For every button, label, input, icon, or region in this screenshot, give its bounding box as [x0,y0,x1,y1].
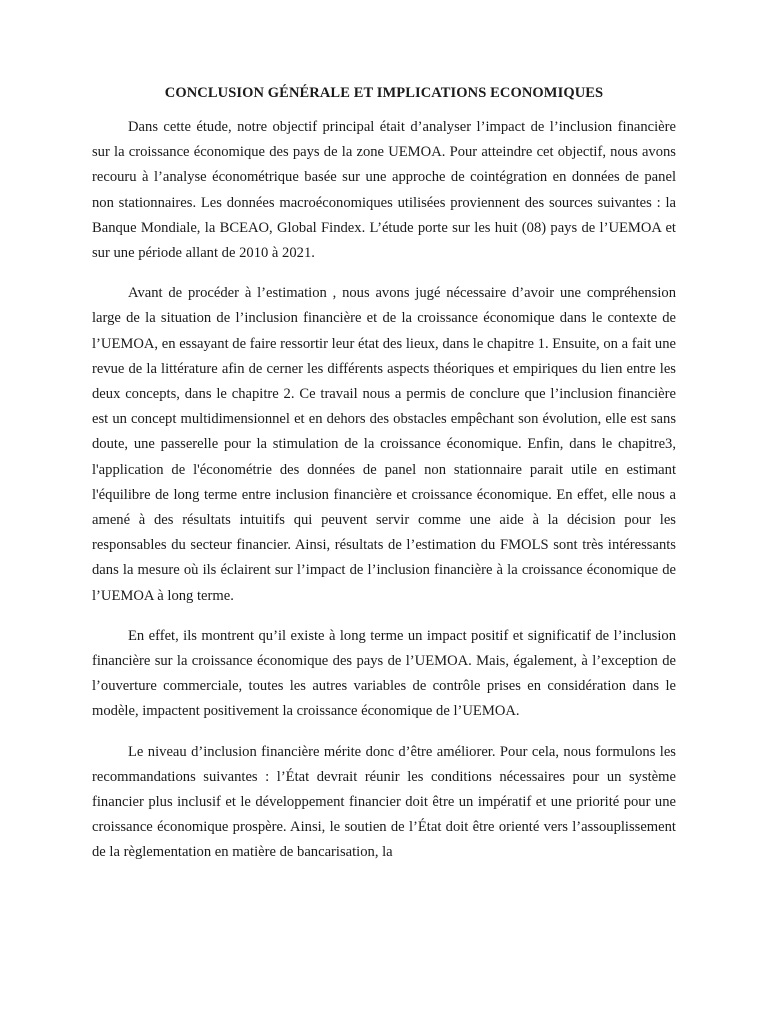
paragraph-3: En effet, ils montrent qu’il existe à long terme un impact positif et significatif de l’inclusion financière sur la croissance économique des pays de l’UEMOA. Mais, également, à l’exception de l’ouverture commerciale, toutes les autres variables de contrôle prises en considération dans le modèle, impactent positivement la croissance économique de l’UEMOA. [92,627,676,720]
paragraph-1: Dans cette étude, notre objectif principal était d’analyser l’impact de l’inclusion financière sur la croissance économique des pays de la zone UEMOA. Pour atteindre cet objectif, nous avons recouru à l’analyse économétrique basée sur une approche de cointégration en données de panel non stationnaires. Les données macroéconomiques utilisées proviennent des sources suivantes : la Banque Mondiale, la BCEAO, Global Findex. L’étude porte sur les huit (08) pays de l’UEMOA et sur une période allant de 2010 à 2021. [92,119,676,262]
page-title: CONCLUSION GÉNÉRALE ET IMPLICATIONS ECONOMIQUES [164,85,604,101]
paragraph-4: Le niveau d’inclusion financière mérite donc d’être améliorer. Pour cela, nous formulons les recommandations suivantes : l’État devrait réunir les conditions nécessaires pour un système financier plus inclusif et le développement financier doit être un impératif et une priorité pour une croissance économique prospère. Ainsi, le soutien de l’État doit être orienté vers l’assouplissement de la règlementation en matière de bancarisation, la [92,743,676,861]
paragraph-2: Avant de procéder à l’estimation , nous avons jugé nécessaire d’avoir une compréhension large de la situation de l’inclusion financière et de la croissance économique dans le contexte de l’UEMOA, en essayant de faire ressortir leur état des lieux, dans le chapitre 1. Ensuite, on a fait une revue de la littérature afin de cerner les différents aspects théoriques et empiriques du lien entre les deux concepts, dans le chapitre 2. Ce travail nous a permis de conclure que l’inclusion financière est un concept multidimensionnel et en dehors des obstacles empêchant son évolution, elle est sans doute, une passerelle pour la stimulation de la croissance économique. Enfin, dans le chapitre3, l'application de l'économétrie des données de panel non stationnaire parait utile en estimant l'équilibre de long terme entre inclusion financière et croissance économique. En effet, elle nous a amené à des résultats intuitifs qui peuvent servir comme une aide à la décision pour les responsables du secteur financier. Ainsi, résultats de l’estimation du FMOLS sont très intéressants dans la mesure où ils éclairent sur l’impact de l’inclusion financière à la croissance économique de l’UEMOA à long terme. [92,285,676,604]
document-body [92,115,676,881]
